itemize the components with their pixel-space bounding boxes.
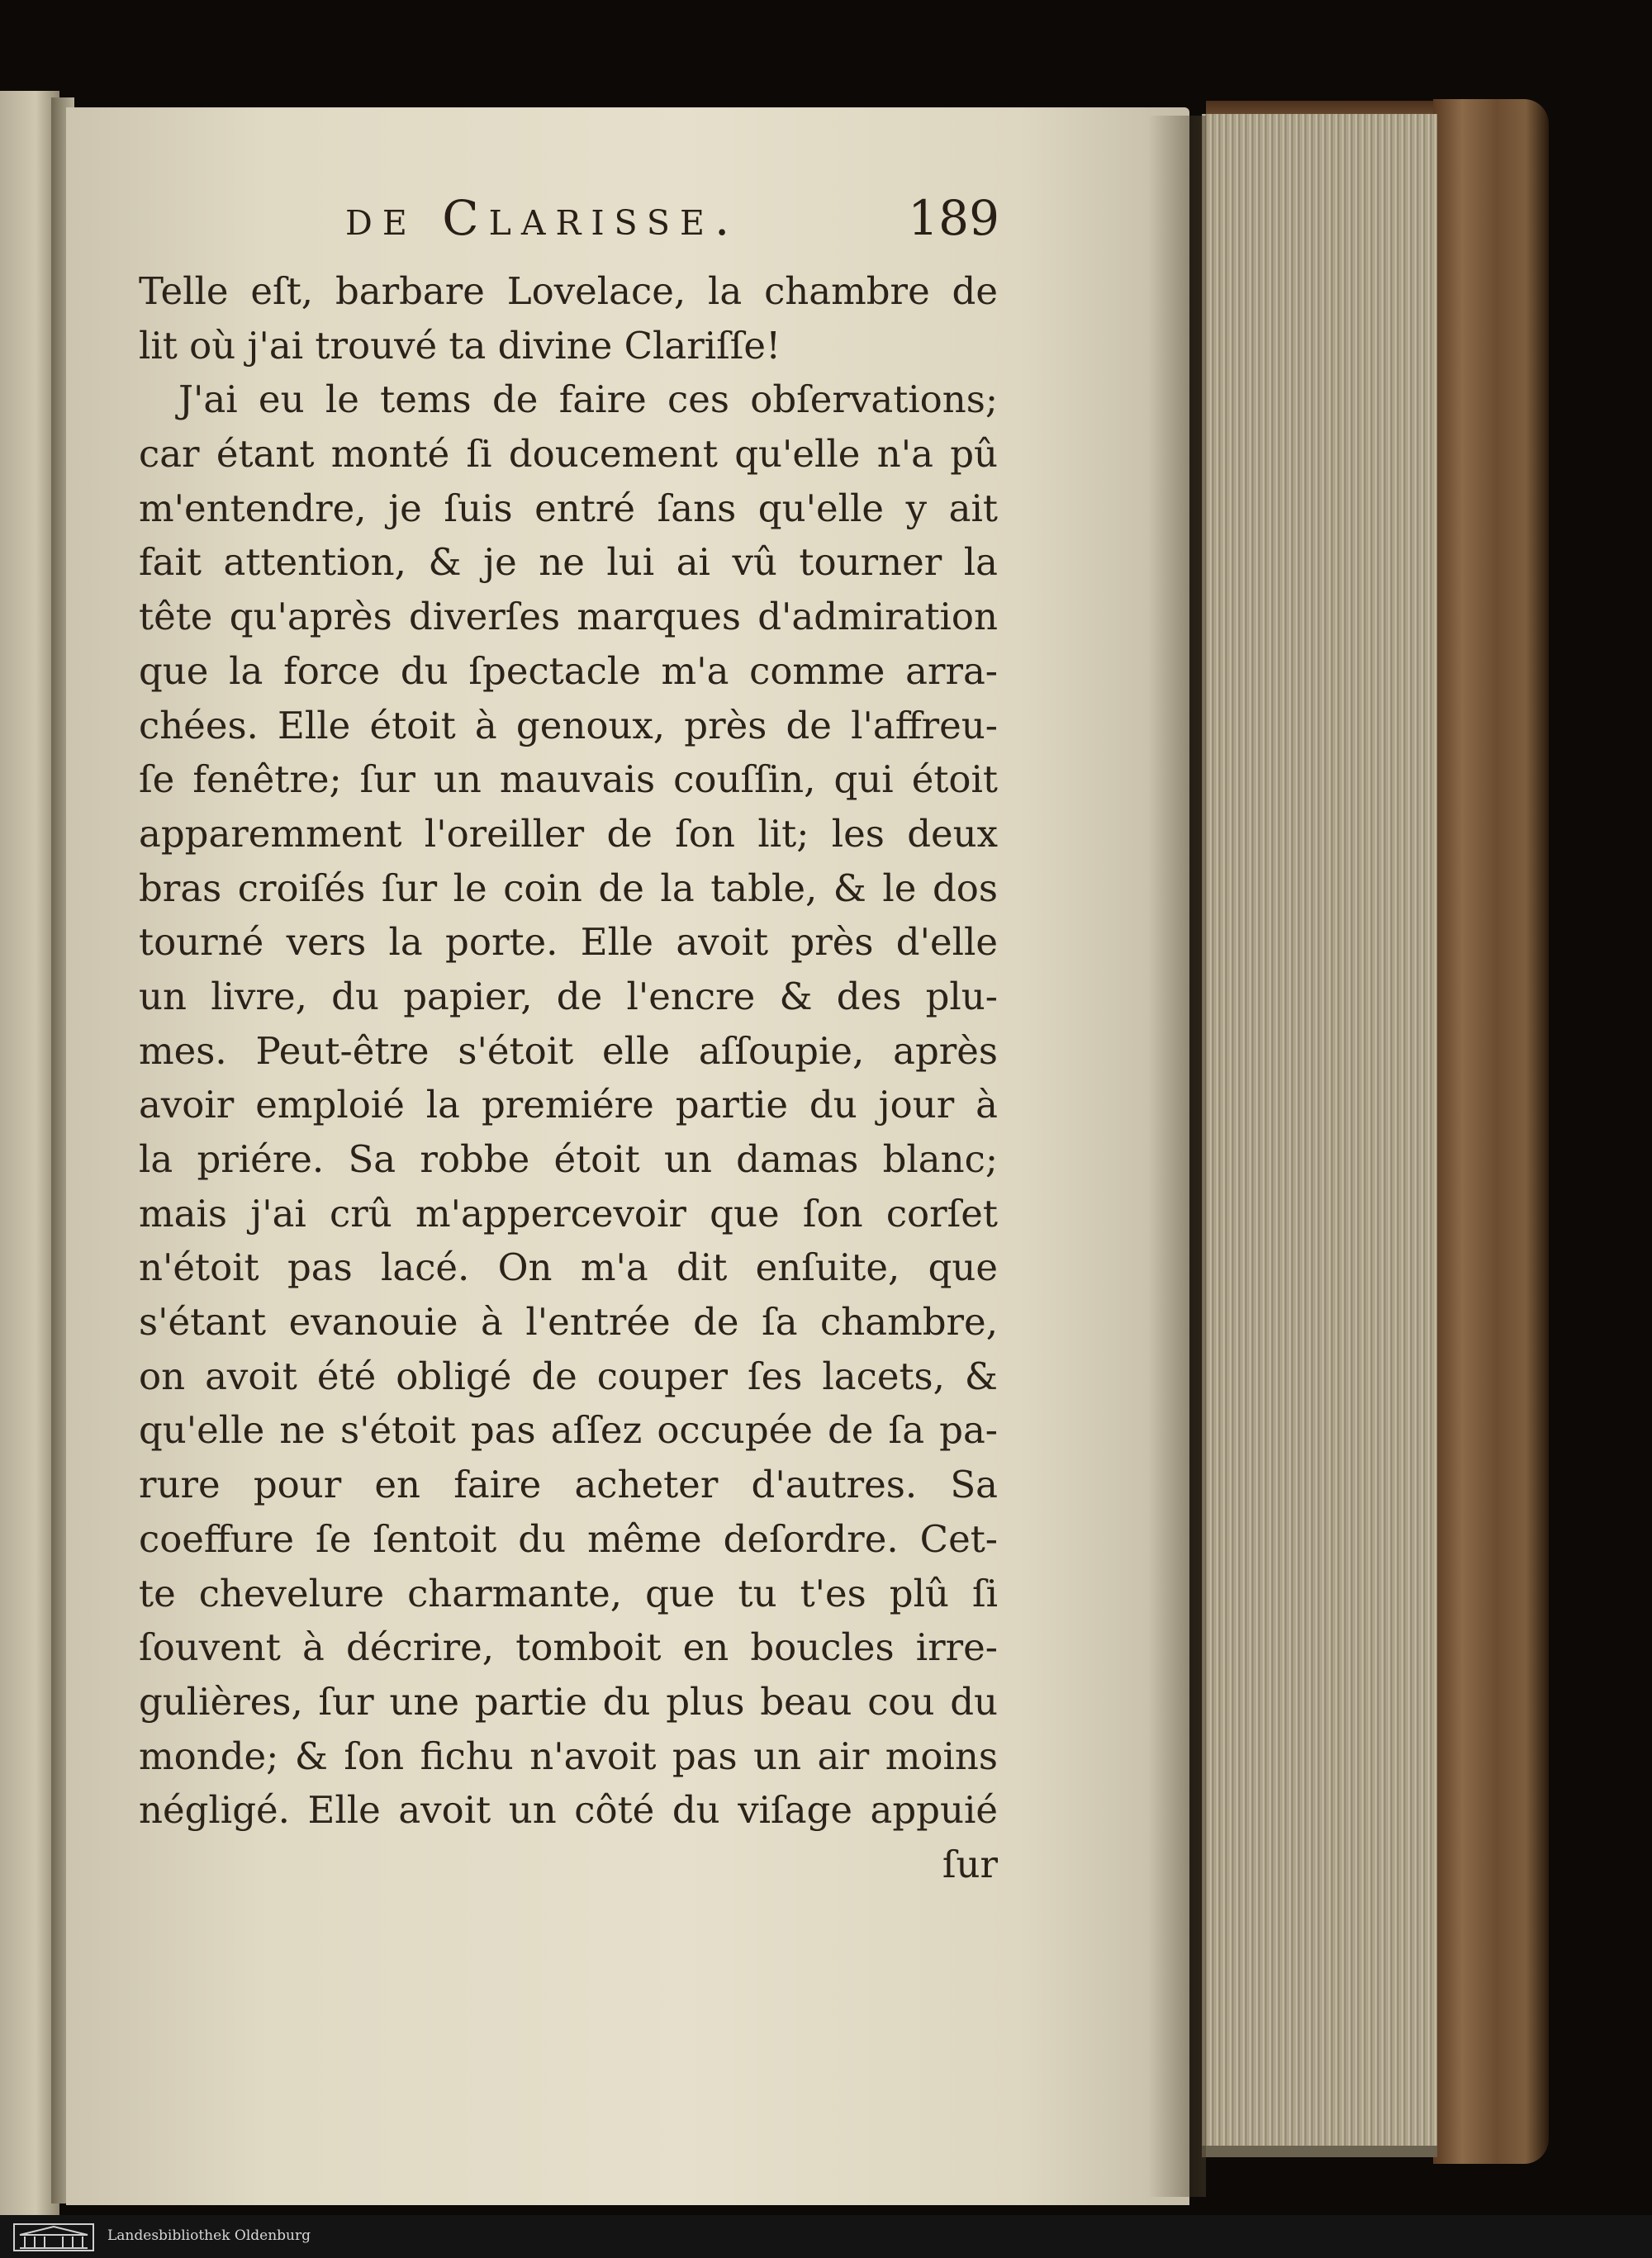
running-head: de Clarisse. — [345, 190, 740, 246]
footer-bar — [0, 2215, 1652, 2258]
library-building-icon — [13, 2223, 94, 2251]
page-fore-edge — [1202, 114, 1437, 2157]
text-line: on avoit été obligé de couper ſes lacets, & — [139, 1354, 998, 1398]
text-line: n'étoit pas lacé. On m'a dit enſuite, que — [139, 1245, 998, 1290]
text-line: monde; & ſon fichu n'avoit pas un air moins — [139, 1734, 998, 1778]
text-line: négligé. Elle avoit un côté du viſage appuié — [139, 1788, 998, 1833]
text-line: car étant monté ſi doucement qu'elle n'a pû — [139, 432, 998, 477]
text-line: lit où j'ai trouvé ta divine Clariſſe! — [139, 323, 781, 368]
text-line: fait attention, & je ne lui ai vû tourner la — [139, 540, 998, 585]
text-line: chées. Elle étoit à genoux, près de l'affreu- — [139, 703, 998, 747]
text-line: que la force du ſpectacle m'a comme arra- — [139, 648, 998, 693]
text-line: tête qu'après diverſes marques d'admiration — [139, 595, 998, 639]
leather-binding — [1433, 99, 1549, 2164]
catchword: ſur — [942, 1842, 998, 1886]
text-line: apparemment l'oreiller de ſon lit; les deux — [139, 811, 998, 856]
text-line: mes. Peut-être s'étoit elle aſſoupie, après — [139, 1028, 998, 1073]
text-line: un livre, du papier, de l'encre & des plu- — [139, 974, 998, 1018]
text-line: avoir emploié la premiére partie du jour à — [139, 1083, 998, 1127]
text-line: ſe fenêtre; ſur un mauvais couſſin, qui étoit — [139, 757, 998, 802]
footer-library-name: Landesbibliothek Oldenburg — [107, 2227, 311, 2244]
page-header — [83, 190, 1016, 256]
text-line: ſouvent à décrire, tomboit en boucles irre- — [139, 1625, 998, 1670]
text-line: bras croiſés ſur le coin de la table, & le dos — [139, 866, 998, 910]
text-line: J'ai eu le tems de faire ces obſervations; — [178, 377, 998, 422]
text-line: mais j'ai crû m'appercevoir que ſon corſet — [139, 1191, 998, 1236]
page-body-text — [139, 264, 998, 1892]
page-shadow — [1148, 116, 1206, 2197]
text-line: rure pour en faire acheter d'autres. Sa — [139, 1463, 998, 1507]
text-line: coeffure ſe ſentoit du même deſordre. Cet- — [139, 1516, 998, 1561]
page-number: 189 — [908, 190, 999, 246]
text-line: gulières, ſur une partie du plus beau cou du — [139, 1679, 998, 1724]
text-line: qu'elle ne s'étoit pas aſſez occupée de ſa pa- — [139, 1408, 998, 1453]
text-line: Telle eſt, barbare Lovelace, la chambre de — [139, 269, 998, 313]
text-line: la priére. Sa robbe étoit un damas blanc; — [139, 1137, 998, 1181]
text-line: s'étant evanouie à l'entrée de ſa chambre, — [139, 1300, 998, 1345]
text-line: m'entendre, je ſuis entré ſans qu'elle y ait — [139, 486, 998, 530]
text-line: te chevelure charmante, que tu t'es plû ſi — [139, 1571, 998, 1615]
text-line: tourné vers la porte. Elle avoit près d'elle — [139, 920, 998, 965]
